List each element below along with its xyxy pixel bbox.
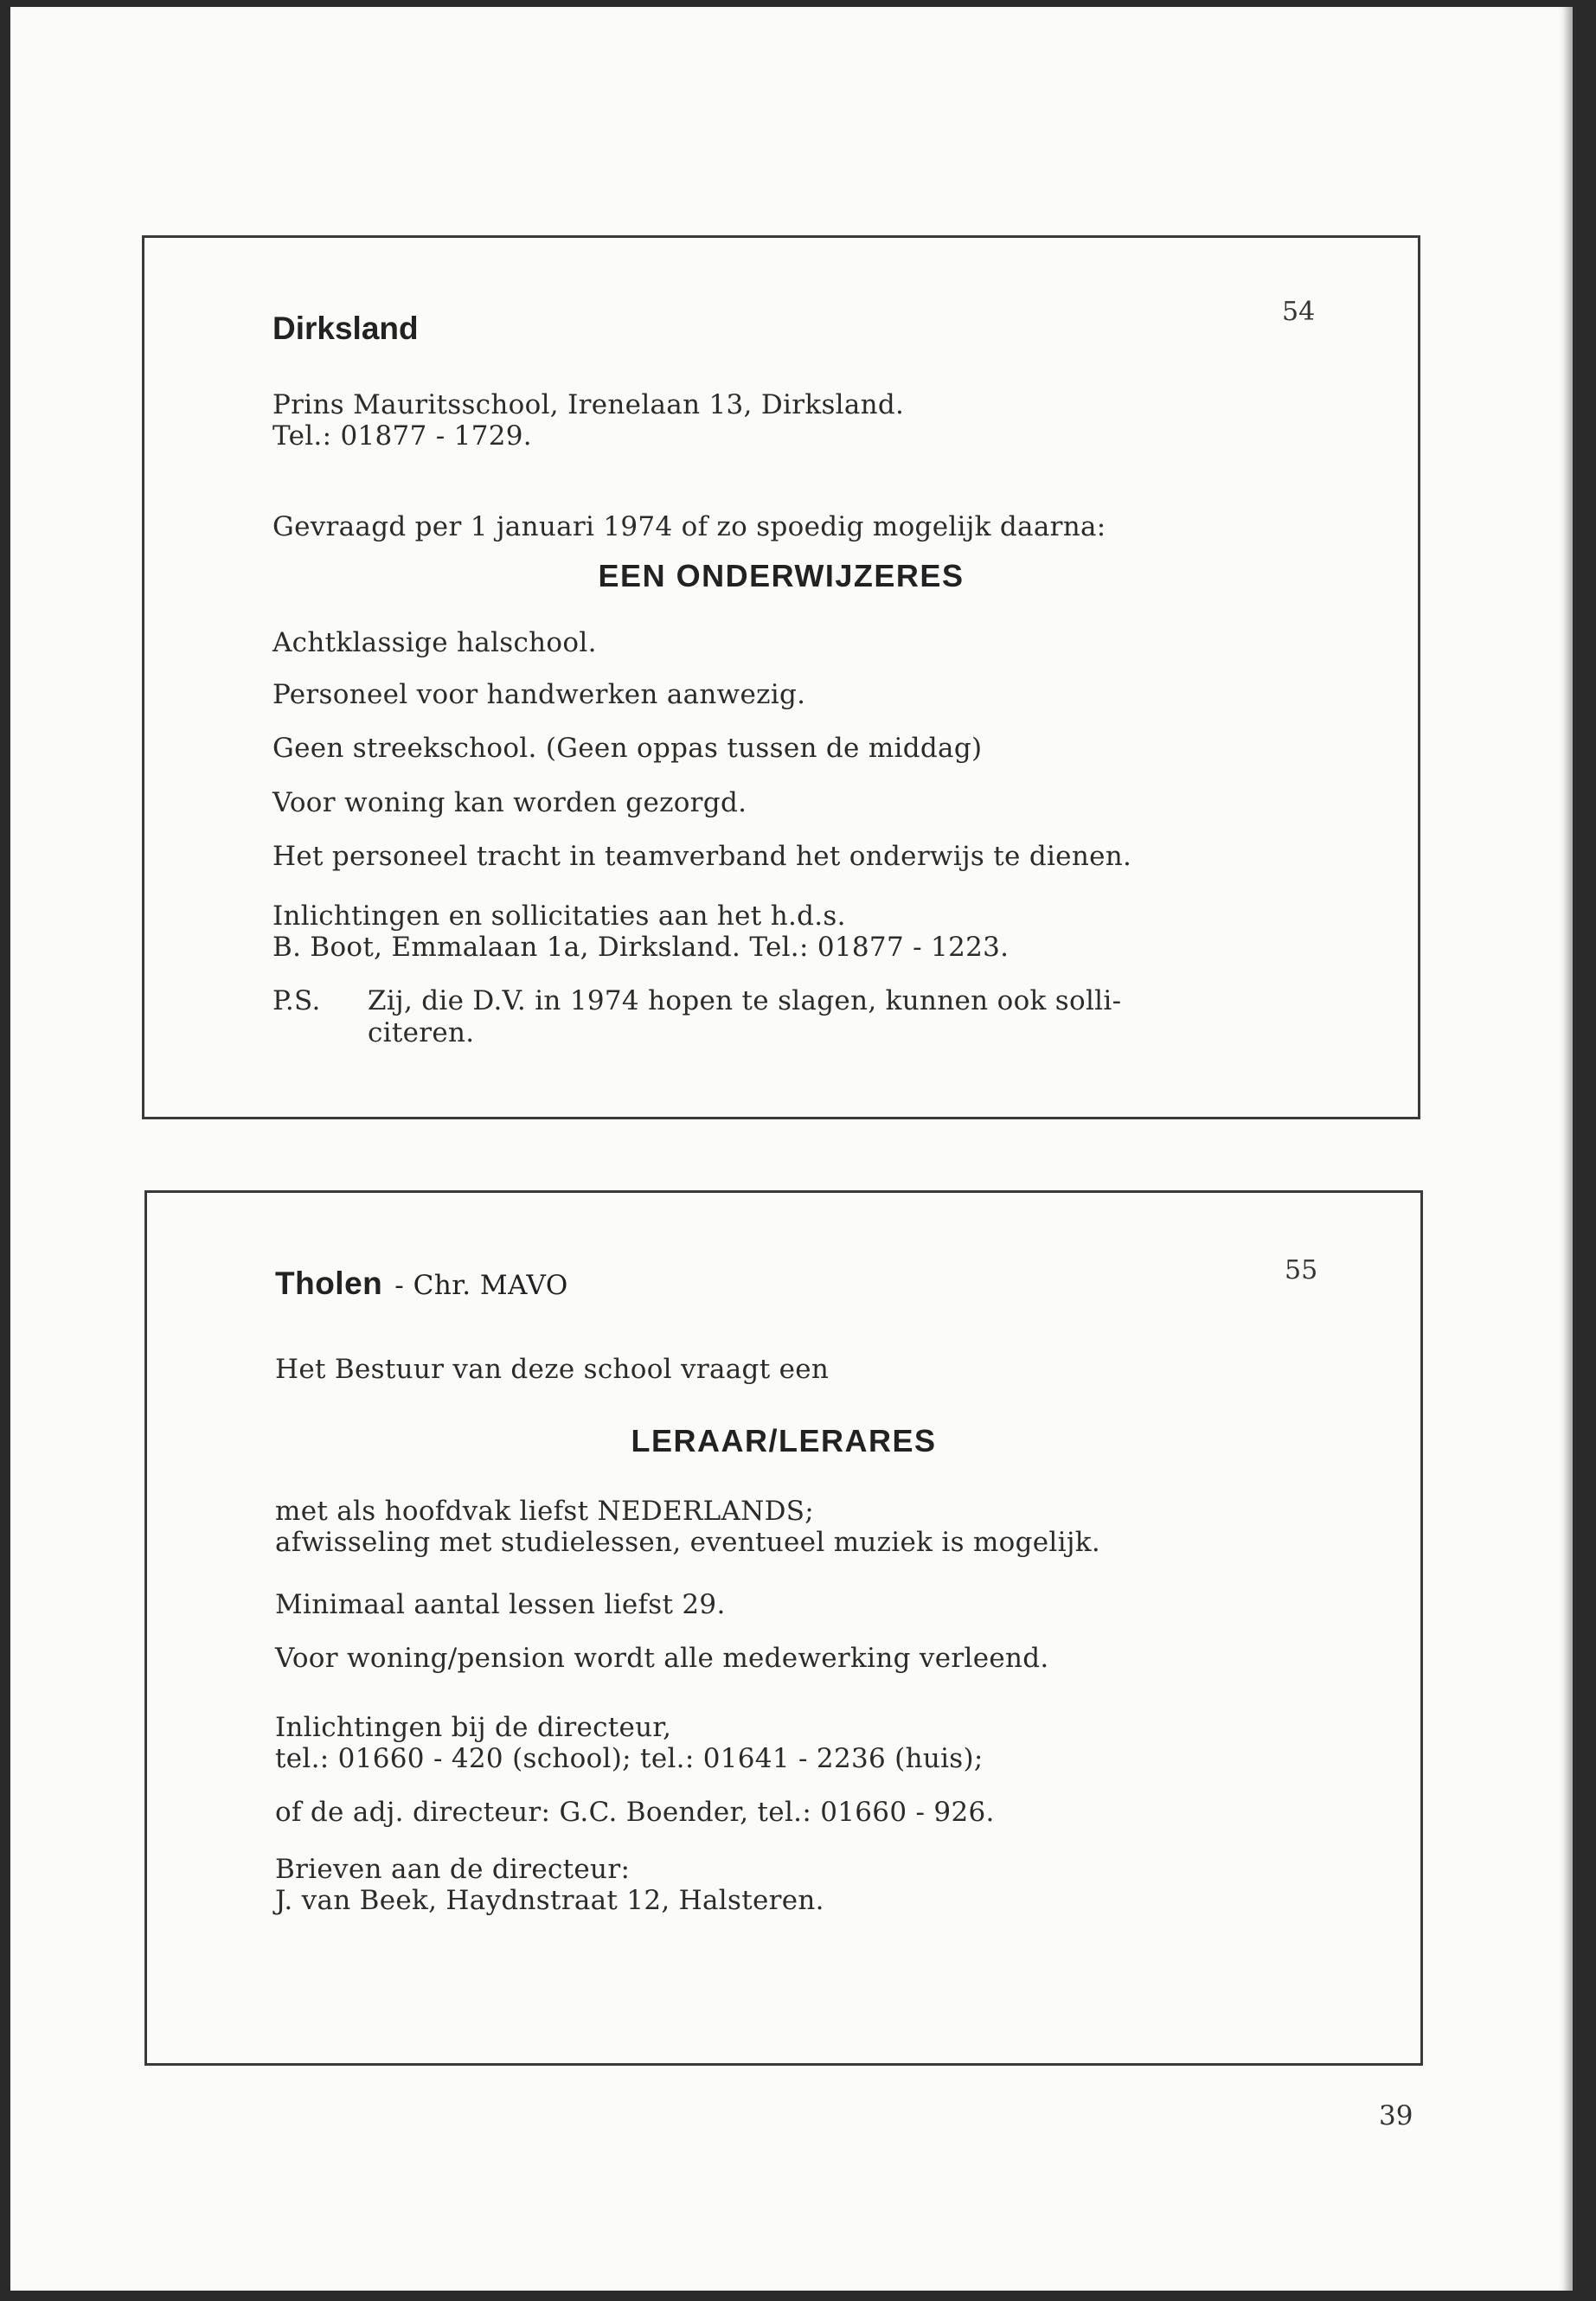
housing-line: Voor woning/pension wordt alle medewerking verleend. (275, 1643, 1049, 1674)
school-address: Prins Mauritsschool, Irenelaan 13, Dirksland. (272, 389, 905, 420)
info-phones: tel.: 01660 - 420 (school); tel.: 01641 - 2236 (huis); (275, 1743, 984, 1774)
position-title: LERAAR/LERARES (631, 1423, 937, 1458)
advertisement-55 (144, 1190, 1423, 2066)
contact-line: Inlichtingen en sollicitaties aan het h.d.s. (272, 901, 846, 932)
ad-number: 55 (1285, 1255, 1318, 1285)
subject-line: met als hoofdvak liefst NEDERLANDS; (275, 1496, 815, 1527)
position-title: EEN ONDERWIJZERES (598, 558, 965, 593)
ad-heading-school-type: - Chr. MAVO (394, 1270, 568, 1301)
letters-address: J. van Beek, Haydnstraat 12, Halsteren. (275, 1885, 824, 1916)
ad-heading-tholen (275, 1266, 568, 1302)
lessons-line: Minimaal aantal lessen liefst 29. (275, 1589, 726, 1620)
detail-line: Achtklassige halschool. (272, 627, 597, 658)
ad-heading-place: Tholen (275, 1266, 383, 1301)
ad-heading-dirksland: Dirksland (272, 311, 419, 346)
contact-address: B. Boot, Emmalaan 1a, Dirksland. Tel.: 01877 - 1223. (272, 932, 1010, 963)
intro-text: Het Bestuur van deze school vraagt een (275, 1354, 830, 1385)
detail-line: Geen streekschool. (Geen oppas tussen de middag) (272, 733, 983, 764)
detail-line: Het personeel tracht in teamverband het onderwijs te dienen. (272, 841, 1132, 872)
ps-label: P.S. (272, 985, 321, 1016)
page-number: 39 (1379, 2100, 1413, 2131)
request-text: Gevraagd per 1 januari 1974 of zo spoedig mogelijk daarna: (272, 511, 1106, 542)
info-adjunct: of de adj. directeur: G.C. Boender, tel.: 01660 - 926. (275, 1797, 995, 1828)
ps-text: Zij, die D.V. in 1974 hopen te slagen, kunnen ook solli- (368, 985, 1122, 1016)
ps-text-continued: citeren. (368, 1017, 475, 1048)
detail-line: Personeel voor handwerken aanwezig. (272, 679, 806, 710)
subject-line: afwisseling met studielessen, eventueel muziek is mogelijk. (275, 1527, 1100, 1558)
document-page (10, 7, 1573, 2291)
detail-line: Voor woning kan worden gezorgd. (272, 787, 747, 818)
ad-number: 54 (1282, 297, 1316, 327)
advertisement-54 (142, 235, 1420, 1119)
letters-line: Brieven aan de directeur: (275, 1854, 631, 1885)
info-line: Inlichtingen bij de directeur, (275, 1712, 672, 1743)
school-phone: Tel.: 01877 - 1729. (272, 420, 532, 452)
